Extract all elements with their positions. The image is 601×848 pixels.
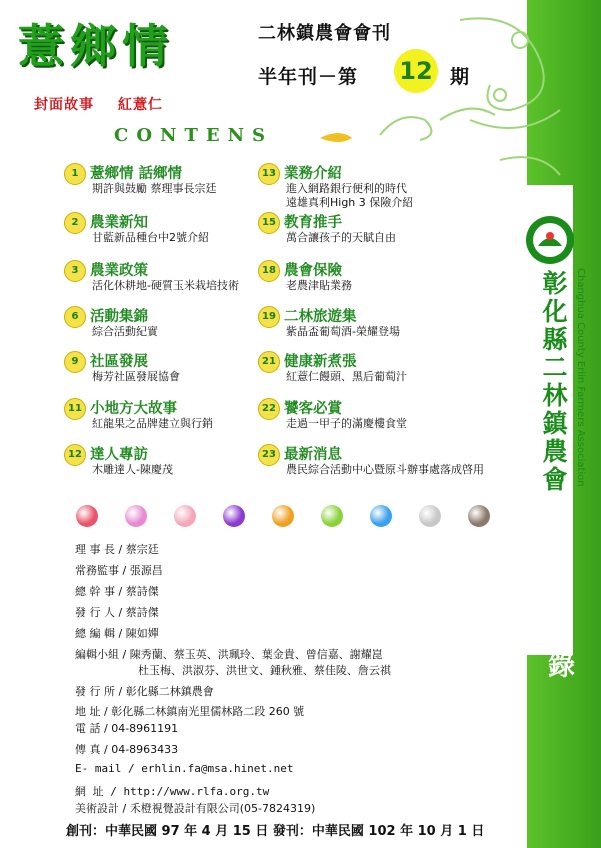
entry-subtitle: 紅龍果之品牌建立與行銷 xyxy=(92,417,213,430)
entry-title: 農業新知 xyxy=(90,215,148,231)
page-number-badge: 6 xyxy=(64,306,86,328)
page-number-badge: 15 xyxy=(258,212,280,234)
color-dot xyxy=(419,505,441,527)
page-number-badge: 1 xyxy=(64,163,86,185)
publication-name: 二林鎮農會會刊 xyxy=(258,23,391,44)
entry-title: 業務介紹 xyxy=(284,166,342,182)
entry-subtitle: 期許與鼓勵 蔡理事長宗廷 xyxy=(92,182,217,195)
issue-number: 12 xyxy=(399,57,433,85)
staff-line: 杜玉梅、洪淑芬、洪世文、鍾秋雅、蔡佳陵、詹云祺 xyxy=(75,664,391,677)
color-dot xyxy=(321,505,343,527)
color-dot xyxy=(468,505,490,527)
entry-title: 活動集錦 xyxy=(90,309,148,325)
staff-line: 地 址 / 彰化縣二林鎮南光里儒林路二段 260 號 xyxy=(75,705,305,718)
page-number-badge: 23 xyxy=(258,444,280,466)
entry-title: 二林旅遊集 xyxy=(284,309,357,325)
page-number-badge: 22 xyxy=(258,398,280,420)
entry-subtitle: 紫晶盃葡萄酒-榮耀登場 xyxy=(286,325,400,338)
color-dot xyxy=(272,505,294,527)
entry-title: 薏鄉情 話鄉情 xyxy=(90,166,183,182)
entry-subtitle: 老農津貼業務 xyxy=(286,279,352,292)
entry-title: 最新消息 xyxy=(284,447,342,463)
page-number-badge: 21 xyxy=(258,351,280,373)
color-dot xyxy=(370,505,392,527)
page-number-badge: 19 xyxy=(258,306,280,328)
page-number-badge: 13 xyxy=(258,163,280,185)
entry-subtitle: 木雕達人-陳慶茂 xyxy=(92,463,173,476)
entry-title: 農會保險 xyxy=(284,263,342,279)
entry-title: 農業政策 xyxy=(90,263,148,279)
entry-subtitle: 綜合活動紀實 xyxy=(92,325,158,338)
staff-line: 發 行 人 / 蔡詩傑 xyxy=(75,606,159,619)
entry-subtitle: 萬合讓孩子的天賦自由 xyxy=(286,231,396,244)
page-number-badge: 3 xyxy=(64,260,86,282)
page-number-badge: 12 xyxy=(64,444,86,466)
contents-heading: contens xyxy=(114,118,274,148)
issue-frequency: 半年刊－第 xyxy=(258,66,359,88)
section-label: 目錄 xyxy=(543,608,574,694)
color-dot xyxy=(76,505,98,527)
entry-subtitle: 紅薏仁饅頭、黑后葡萄汁 xyxy=(286,370,407,383)
entry-title: 饕客必賞 xyxy=(284,401,342,417)
staff-line: 總 編 輯 / 陳如嬋 xyxy=(75,627,159,640)
page-number-badge: 9 xyxy=(64,351,86,373)
org-name-zh: 彰化縣二林鎮農會 xyxy=(539,270,568,494)
staff-line: 傳 真 / 04-8963433 xyxy=(75,743,179,756)
staff-line: 理 事 長 / 蔡宗廷 xyxy=(75,543,159,556)
cover-story-name: 紅薏仁 xyxy=(118,97,163,113)
org-name-en: Changhua County Erlin Farmers Association xyxy=(575,268,586,487)
staff-line: 美術設計 / 禾橙視覺設計有限公司(05-7824319) xyxy=(75,802,316,815)
entry-subtitle: 農民綜合活動中心暨原斗辦事處落成啓用 xyxy=(286,463,484,476)
entry-subtitle: 活化休耕地-硬質玉米栽培技術 xyxy=(92,279,239,292)
staff-line: 常務監事 / 張源昌 xyxy=(75,564,163,577)
color-dot xyxy=(223,505,245,527)
entry-title: 健康新煮張 xyxy=(284,354,357,370)
staff-line: E- mail / erhlin.fa@msa.hinet.net xyxy=(75,762,294,775)
publication-dates: 創刊：中華民國 97 年 4 月 15 日 發刊：中華民國 102 年 10 月 1 日 xyxy=(66,824,485,839)
entry-title: 小地方大故事 xyxy=(90,401,177,417)
entry-subtitle: 進入網路銀行便利的時代 xyxy=(286,182,407,195)
issue-suffix: 期 xyxy=(450,66,470,88)
entry-title: 達人專訪 xyxy=(90,447,148,463)
entry-title: 社區發展 xyxy=(90,354,148,370)
page-number-badge: 2 xyxy=(64,212,86,234)
entry-title: 教育推手 xyxy=(284,215,342,231)
staff-line: 網 址 / http://www.rlfa.org.tw xyxy=(75,785,270,798)
page-number-badge: 18 xyxy=(258,260,280,282)
cover-story-label: 封面故事 xyxy=(34,97,94,113)
entry-subtitle: 梅芳社區發展協會 xyxy=(92,370,180,383)
staff-line: 編輯小組 / 陳秀蘭、蔡玉英、洪珮玲、葉金貴、曾信嘉、謝耀崑 xyxy=(75,648,383,661)
page-number-badge: 11 xyxy=(64,398,86,420)
staff-line: 電 話 / 04-8961191 xyxy=(75,722,179,735)
entry-subtitle: 遠雄真利High 3 保險介紹 xyxy=(286,196,414,209)
entry-subtitle: 走過一甲子的滿慶樓食堂 xyxy=(286,417,407,430)
color-dot xyxy=(174,505,196,527)
color-dot xyxy=(125,505,147,527)
magazine-title: 薏鄉情 xyxy=(18,19,174,73)
staff-line: 總 幹 事 / 蔡詩傑 xyxy=(75,585,159,598)
staff-line: 發 行 所 / 彰化縣二林鎮農會 xyxy=(75,685,214,698)
entry-subtitle: 甘藍新品種台中2號介紹 xyxy=(92,231,209,244)
